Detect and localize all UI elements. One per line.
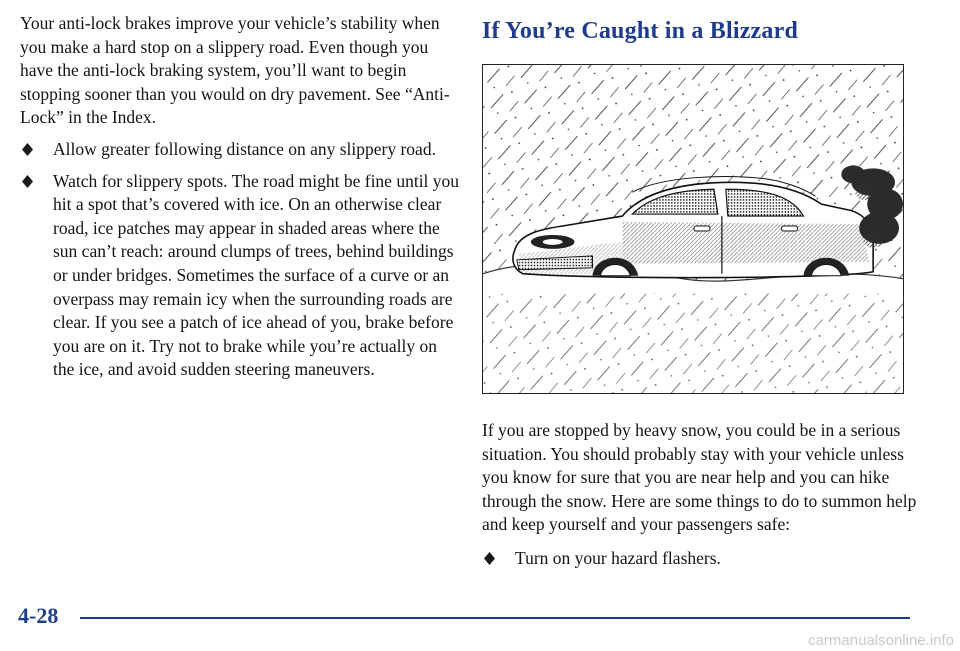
bullet-icon (484, 552, 495, 565)
left-bullet-list (20, 138, 460, 382)
section-heading: If You’re Caught in a Blizzard (482, 18, 799, 44)
intro-paragraph: Your anti-lock brakes improve your vehicle’s stability when you make a hard stop on a slippery road. Even though you have the anti-lock braking system, you’ll want to begin stopping sooner than you would on dry pavement. See “Anti-Lock” in the Index. (20, 13, 450, 128)
right-column-header (482, 18, 922, 45)
list-item (20, 138, 460, 162)
list-item-text: Allow greater following distance on any slippery road. (53, 138, 436, 159)
bullet-icon (22, 143, 33, 156)
list-item (20, 170, 460, 382)
car-in-snow-icon (483, 65, 903, 393)
list-item-text: Turn on your hazard flashers. (515, 547, 721, 568)
car-in-snow-illustration (482, 64, 904, 394)
right-column-body (482, 419, 922, 579)
page-number: 4-28 (18, 603, 59, 628)
blizzard-paragraph: If you are stopped by heavy snow, you could be in a serious situation. You should probably stay with your vehicle unless you know for sure that you are near help and you can hike through the snow. Here are some things to do to summon help and keep yourself and your passengers safe: (482, 420, 917, 535)
watermark: carmanualsonline.info (808, 632, 954, 649)
bullet-icon (22, 175, 33, 188)
footer-divider (80, 617, 910, 619)
left-column (20, 12, 460, 390)
list-item-text: Watch for slippery spots. The road might be fine until you hit a spot that’s covered with ice. On an otherwise clear road, ice patches may appear in shaded areas where the sun can’t reach: around clumps of trees, behind buildings or under bridges. Sometimes the surface of a curve or an overpass may remain icy when the surrounding roads are clear. If you see a patch of ice ahead of you, brake before you are on it. Try not to brake while you’re actually on the ice, and avoid sudden steering maneuvers. (53, 170, 460, 380)
right-bullet-list (482, 547, 922, 571)
list-item (482, 547, 922, 571)
